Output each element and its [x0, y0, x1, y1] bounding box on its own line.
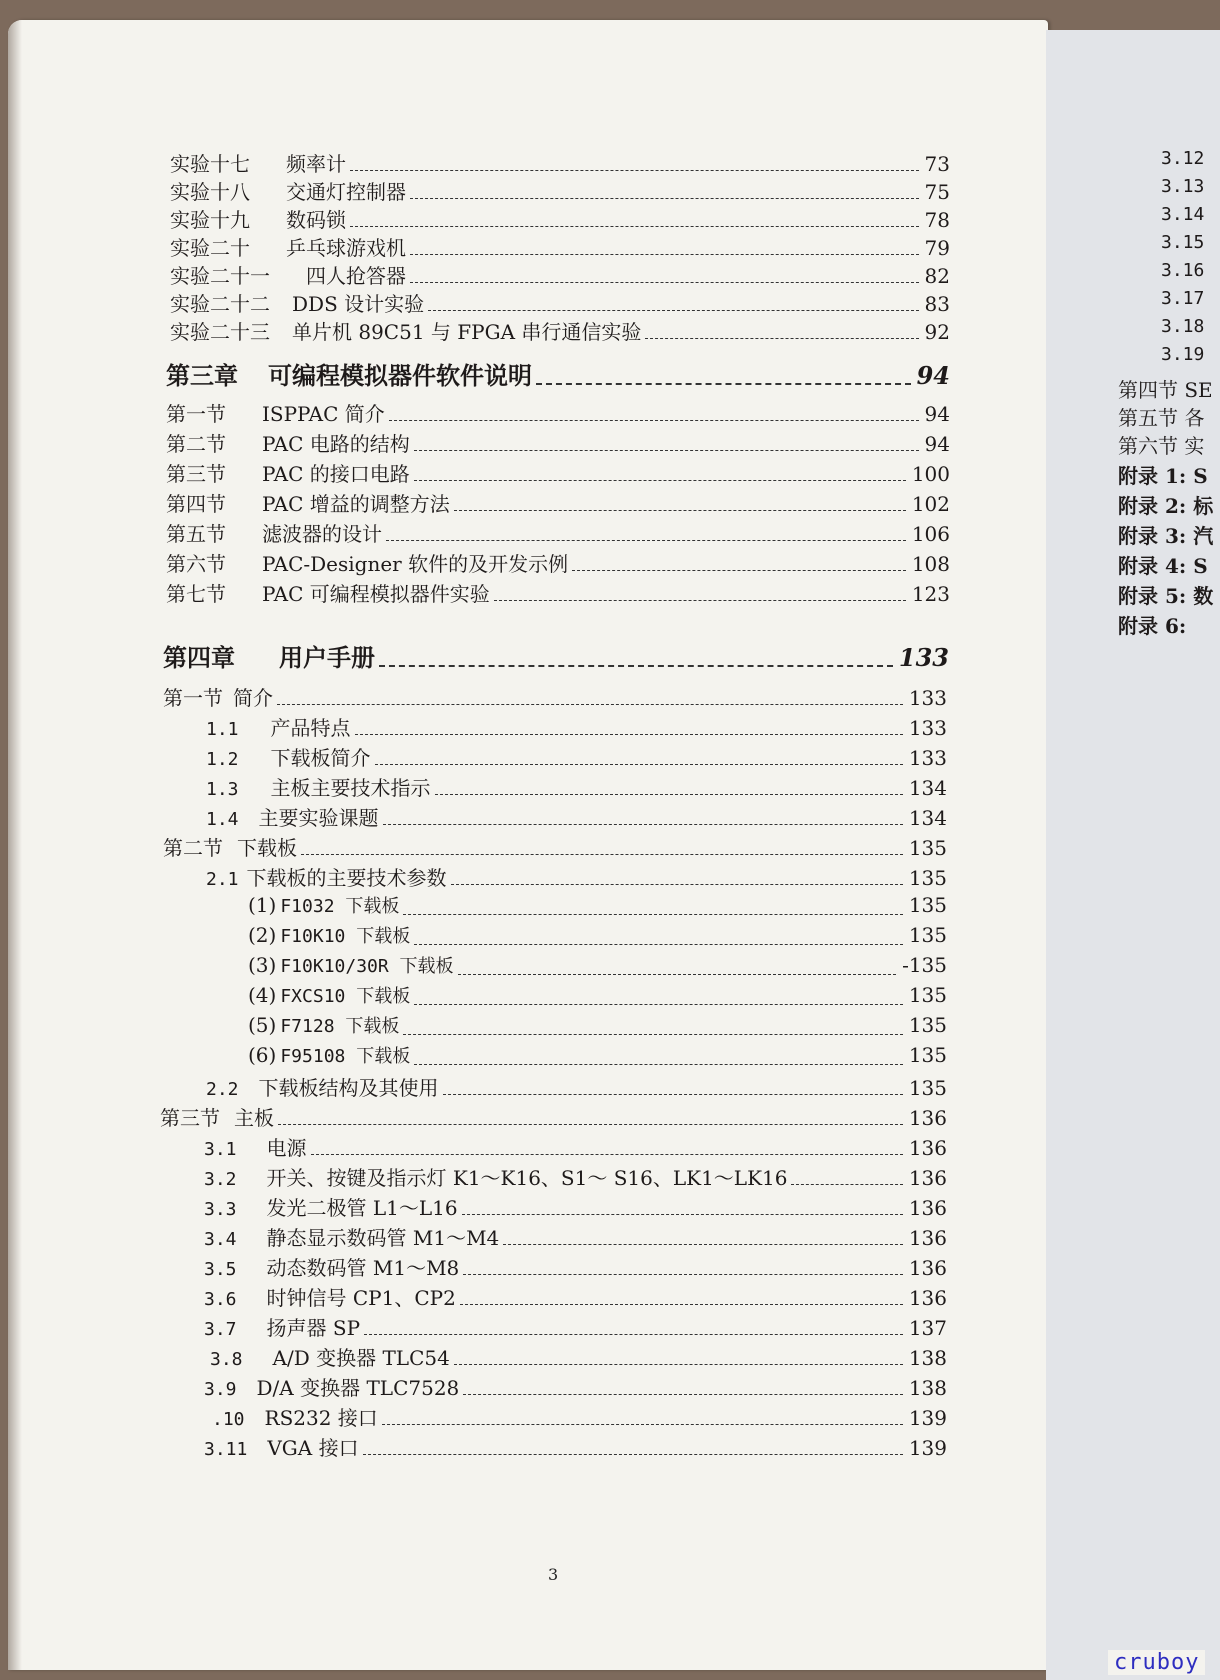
dot-leader: [503, 1244, 903, 1245]
toc-row: [210, 1342, 947, 1370]
toc-title: 时钟信号 CP1、CP2: [266, 1286, 456, 1310]
toc-label: 实验十九: [170, 208, 250, 232]
toc-title: 乒乓球游戏机: [286, 236, 406, 260]
adjacent-item: 3.18: [1161, 316, 1205, 337]
toc-label: 1.1: [206, 719, 239, 740]
toc-row: [163, 682, 947, 710]
dot-leader: [435, 794, 903, 795]
toc-title: 动态数码管 M1～M8: [266, 1256, 460, 1280]
toc-label: 3.9: [204, 1379, 237, 1400]
dot-leader: [410, 198, 919, 199]
toc-page: 135: [908, 893, 947, 917]
toc-label: 第三章: [166, 361, 238, 390]
toc-label: 2.2: [206, 1079, 239, 1100]
toc-title: 发光二极管 L1～L16: [266, 1196, 458, 1220]
toc-label: 1.3: [206, 779, 239, 800]
toc-row: [248, 922, 947, 950]
dot-leader: [311, 1154, 903, 1155]
toc-row: [170, 176, 950, 204]
toc-label: 3.2: [204, 1169, 237, 1190]
toc-page: 94: [924, 432, 950, 456]
dot-leader: [536, 383, 911, 385]
toc-label: 实验二十一: [170, 264, 270, 288]
toc-title: 数码锁: [286, 208, 346, 232]
dot-leader: [350, 226, 919, 227]
dot-leader: [383, 824, 903, 825]
dot-leader: [364, 1334, 903, 1335]
table-of-contents: [8, 20, 1048, 1670]
dot-leader: [454, 1364, 903, 1365]
toc-page: 136: [908, 1226, 947, 1250]
toc-page: 78: [924, 208, 950, 232]
dot-leader: [454, 510, 906, 511]
dot-leader: [414, 450, 919, 451]
dot-leader: [645, 338, 918, 339]
toc-label: 第五节: [166, 522, 226, 546]
toc-row: [206, 772, 947, 800]
toc-title: FXCS10 下载板: [280, 986, 411, 1007]
toc-chapter-row: [166, 356, 950, 390]
toc-title: 下载板简介: [270, 746, 371, 770]
toc-row: [204, 1192, 947, 1220]
toc-title: 简介: [233, 686, 273, 710]
toc-label: 第二节: [163, 836, 223, 860]
toc-label: 3.5: [204, 1259, 237, 1280]
toc-row: [170, 232, 950, 260]
toc-label: 3.3: [204, 1199, 237, 1220]
toc-row: [170, 260, 950, 288]
toc-title: DDS 设计实验: [292, 292, 425, 316]
toc-row: [204, 1132, 947, 1160]
toc-row: [166, 428, 950, 456]
toc-title: F1032 下载板: [280, 896, 400, 917]
toc-row: [170, 316, 950, 344]
toc-row: [248, 1042, 947, 1070]
toc-page: 136: [908, 1256, 947, 1280]
toc-label: 实验二十三: [170, 320, 270, 344]
toc-label: 实验十八: [170, 180, 250, 204]
toc-title: 主板主要技术指示: [270, 776, 431, 800]
toc-title: 静态显示数码管 M1～M4: [266, 1226, 500, 1250]
adjacent-item: 3.14: [1161, 204, 1205, 225]
dot-leader: [410, 282, 919, 283]
toc-label: 1.2: [206, 749, 239, 770]
toc-title: 单片机 89C51 与 FPGA 串行通信实验: [292, 320, 642, 344]
toc-row: [166, 518, 950, 546]
toc-row: [204, 1372, 947, 1400]
dot-leader: [572, 570, 906, 571]
toc-title: 主要实验课题: [258, 806, 379, 830]
toc-title: 交通灯控制器: [286, 180, 406, 204]
dot-leader: [403, 1034, 902, 1035]
toc-label: 第一节: [166, 402, 226, 426]
toc-row: [170, 148, 950, 176]
toc-label: 3.7: [204, 1319, 237, 1340]
toc-label: 2.1: [206, 869, 239, 890]
adjacent-item: 附录 1: S: [1118, 464, 1208, 488]
toc-row: [160, 1102, 947, 1130]
dot-leader: [386, 540, 906, 541]
adjacent-item: 第四节 SE: [1118, 378, 1213, 402]
toc-title: F7128 下载板: [280, 1016, 400, 1037]
toc-title: ISPPAC 简介: [262, 402, 385, 426]
toc-row: [248, 952, 947, 980]
adjacent-item: 3.12: [1161, 148, 1205, 169]
toc-row: [248, 982, 947, 1010]
toc-row: [206, 862, 947, 890]
toc-row: [206, 712, 947, 740]
toc-row: [204, 1432, 947, 1460]
toc-row: [204, 1312, 947, 1340]
toc-row: [206, 742, 947, 770]
toc-label: 第三节: [160, 1106, 220, 1130]
toc-row: [204, 1162, 947, 1190]
toc-page: 123: [911, 582, 950, 606]
toc-title: 扬声器 SP: [266, 1316, 361, 1340]
dot-leader: [414, 480, 906, 481]
toc-page: 135: [908, 836, 947, 860]
toc-label: (4): [248, 983, 277, 1007]
toc-page: 135: [908, 866, 947, 890]
adjacent-item: 3.16: [1161, 260, 1205, 281]
dot-leader: [443, 1094, 903, 1095]
toc-label: 第三节: [166, 462, 226, 486]
toc-title: 滤波器的设计: [262, 522, 382, 546]
toc-label: 3.4: [204, 1229, 237, 1250]
toc-title: PAC-Designer 软件的及开发示例: [262, 552, 569, 576]
toc-label: 实验二十: [170, 236, 250, 260]
toc-page: 79: [924, 236, 950, 260]
toc-title: 频率计: [286, 152, 346, 176]
toc-page: 136: [908, 1166, 947, 1190]
toc-row: [163, 832, 947, 860]
toc-title: 用户手册: [279, 643, 375, 672]
toc-row: [204, 1252, 947, 1280]
toc-page: 135: [908, 983, 947, 1007]
dot-leader: [350, 170, 919, 171]
dot-leader: [414, 944, 903, 945]
toc-label: 3.8: [210, 1349, 243, 1370]
dot-leader: [463, 1394, 903, 1395]
toc-title: RS232 接口: [264, 1406, 378, 1430]
toc-title: 下载板: [237, 836, 297, 860]
toc-page: 133: [908, 746, 947, 770]
toc-page: 139: [908, 1406, 947, 1430]
toc-title: PAC 增益的调整方法: [262, 492, 450, 516]
dot-leader: [382, 1424, 903, 1425]
toc-page: 83: [924, 292, 950, 316]
adjacent-item: 附录 2: 标: [1118, 494, 1214, 518]
adjacent-item: 3.13: [1161, 176, 1205, 197]
adjacent-item: 附录 4: S: [1118, 554, 1208, 578]
toc-row: [166, 488, 950, 516]
toc-title: A/D 变换器 TLC54: [272, 1346, 450, 1370]
toc-label: (3): [248, 953, 277, 977]
toc-row: [206, 1072, 947, 1100]
toc-label: 3.11: [204, 1439, 248, 1460]
dot-leader: [363, 1454, 903, 1455]
toc-title: 产品特点: [270, 716, 351, 740]
toc-title: VGA 接口: [267, 1436, 359, 1460]
watermark: cruboy: [1108, 1650, 1205, 1675]
toc-page: 102: [911, 492, 950, 516]
toc-page: 138: [908, 1376, 947, 1400]
toc-page: 137: [908, 1316, 947, 1340]
adjacent-item: 第六节 实: [1118, 434, 1205, 458]
toc-label: 第二节: [166, 432, 226, 456]
toc-label: 第六节: [166, 552, 226, 576]
toc-page: 135: [908, 1013, 947, 1037]
dot-leader: [389, 420, 919, 421]
toc-page: 100: [911, 462, 950, 486]
dot-leader: [462, 1214, 903, 1215]
dot-leader: [494, 600, 906, 601]
toc-label: 第七节: [166, 582, 226, 606]
toc-row: [248, 1012, 947, 1040]
scanned-page: [8, 20, 1048, 1670]
toc-title: F95108 下载板: [280, 1046, 411, 1067]
dot-leader: [410, 254, 919, 255]
toc-title: PAC 电路的结构: [262, 432, 410, 456]
toc-page: 94: [924, 402, 950, 426]
toc-title: 可编程模拟器件软件说明: [268, 361, 532, 390]
page-number: 3: [548, 1565, 559, 1584]
dot-leader: [379, 665, 893, 667]
toc-row: [212, 1402, 947, 1430]
dot-leader: [414, 1064, 903, 1065]
toc-title: 主板: [234, 1106, 274, 1130]
dot-leader: [375, 764, 903, 765]
dot-leader: [458, 974, 897, 975]
toc-label: .10: [212, 1409, 245, 1430]
adjacent-item: 3.15: [1161, 232, 1205, 253]
toc-page: 134: [908, 776, 947, 800]
toc-row: [170, 288, 950, 316]
toc-page: 73: [924, 152, 950, 176]
toc-row: [204, 1282, 947, 1310]
toc-title: 下载板的主要技术参数: [246, 866, 447, 890]
toc-label: 第四章: [163, 643, 235, 672]
toc-row: [248, 892, 947, 920]
toc-page: 136: [908, 1106, 947, 1130]
toc-label: 第四节: [166, 492, 226, 516]
toc-label: 3.1: [204, 1139, 237, 1160]
toc-page: 133: [898, 643, 949, 672]
toc-label: 1.4: [206, 809, 239, 830]
toc-page: 92: [924, 320, 950, 344]
toc-title: 四人抢答器: [306, 264, 406, 288]
dot-leader: [791, 1184, 902, 1185]
toc-page: 139: [908, 1436, 947, 1460]
dot-leader: [460, 1304, 903, 1305]
toc-page: 82: [924, 264, 950, 288]
toc-page: 136: [908, 1196, 947, 1220]
adjacent-item: 附录 3: 汽: [1118, 524, 1214, 548]
adjacent-item: 3.17: [1161, 288, 1205, 309]
toc-label: 实验十七: [170, 152, 250, 176]
toc-title: 开关、按键及指示灯 K1～K16、S1～ S16、LK1～LK16: [266, 1166, 788, 1190]
dot-leader: [277, 704, 903, 705]
toc-page: 94: [916, 361, 950, 390]
toc-row: [170, 204, 950, 232]
toc-title: F10K10/30R 下载板: [280, 956, 454, 977]
toc-page: 138: [908, 1346, 947, 1370]
dot-leader: [278, 1124, 903, 1125]
toc-page: -135: [902, 953, 947, 977]
toc-title: PAC 可编程模拟器件实验: [262, 582, 490, 606]
dot-leader: [428, 310, 918, 311]
toc-page: 133: [908, 686, 947, 710]
dot-leader: [403, 914, 902, 915]
adjacent-item: 附录 6:: [1118, 614, 1187, 638]
toc-row: [166, 398, 950, 426]
toc-label: 3.6: [204, 1289, 237, 1310]
toc-page: 75: [924, 180, 950, 204]
toc-page: 135: [908, 1043, 947, 1067]
toc-title: D/A 变换器 TLC7528: [256, 1376, 460, 1400]
adjacent-page: [1046, 30, 1220, 1680]
toc-page: 135: [908, 1076, 947, 1100]
toc-page: 108: [911, 552, 950, 576]
toc-row: [166, 578, 950, 606]
toc-page: 136: [908, 1136, 947, 1160]
dot-leader: [355, 734, 903, 735]
toc-row: [204, 1222, 947, 1250]
toc-page: 133: [908, 716, 947, 740]
adjacent-item: 附录 5: 数: [1118, 584, 1214, 608]
toc-row: [206, 802, 947, 830]
adjacent-item: 3.19: [1161, 344, 1205, 365]
toc-page: 135: [908, 923, 947, 947]
dot-leader: [463, 1274, 903, 1275]
toc-title: 电源: [266, 1136, 307, 1160]
toc-label: 第一节: [163, 686, 223, 710]
toc-row: [166, 548, 950, 576]
toc-title: F10K10 下载板: [280, 926, 411, 947]
toc-label: (1): [248, 893, 277, 917]
toc-chapter-row: [163, 638, 949, 672]
toc-page: 106: [911, 522, 950, 546]
dot-leader: [414, 1004, 903, 1005]
toc-label: (6): [248, 1043, 277, 1067]
toc-label: 实验二十二: [170, 292, 270, 316]
toc-row: [166, 458, 950, 486]
toc-page: 134: [908, 806, 947, 830]
toc-page: 136: [908, 1286, 947, 1310]
adjacent-item: 第五节 各: [1118, 406, 1205, 430]
toc-title: PAC 的接口电路: [262, 462, 410, 486]
dot-leader: [451, 884, 903, 885]
toc-label: (2): [248, 923, 277, 947]
dot-leader: [301, 854, 903, 855]
toc-title: 下载板结构及其使用: [258, 1076, 439, 1100]
toc-label: (5): [248, 1013, 277, 1037]
